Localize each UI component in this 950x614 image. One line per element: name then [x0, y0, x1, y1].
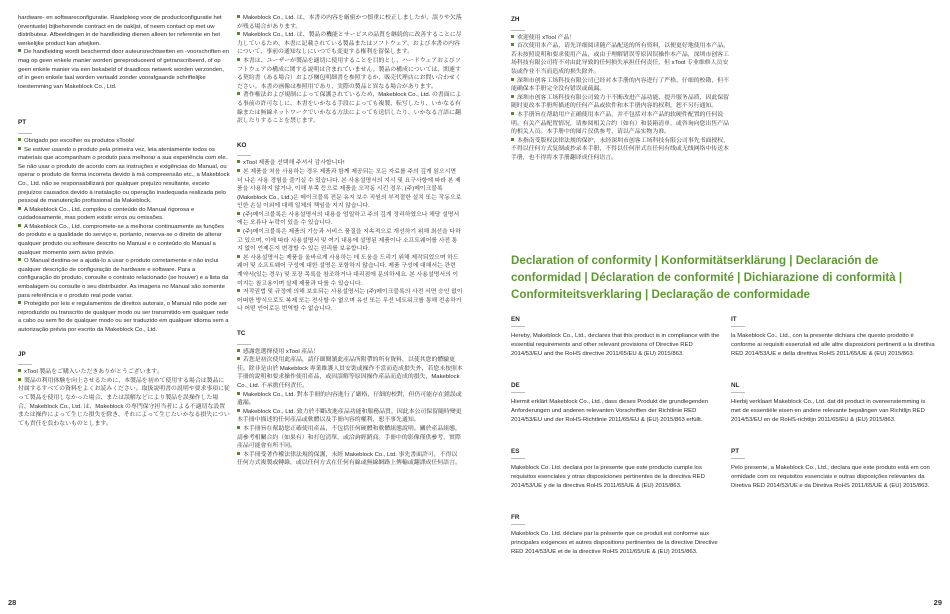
bullet-icon — [511, 138, 514, 141]
bullet-icon — [237, 212, 240, 215]
list-item: 深圳市创客工场科技有限公司已经对本手册的内容进行了严格、仔细的校勘，但不能确保本手册完全没有错误或疏漏。 — [511, 77, 730, 93]
decl-fr — [511, 514, 721, 562]
decl-de — [511, 382, 721, 430]
decl-text: Hereby, Makeblock Co., Ltd., declares that this product is in compliance with the essential requirements and other relevant provisions of Directive RED 2014/53/EU and the RoHS directive 2011/65/EU & (EU) 2015/863. — [511, 333, 720, 357]
list-item: Makeblock Co., Ltd. 致力於不斷改進產品功能和服務品質，因此本公司保留隨時變更本手冊中描述的任何產品或軟體以及手冊內容的權利，恕不事先通知。 — [237, 408, 462, 424]
list-item: 本手冊旨在幫助您正確使用產品，不包括任何硬體和軟體組態說明。關於產品組態，請參考相關合約（如果有）和打包清單，或洽詢經銷商。手冊中的影像僅供參考，實際產品可能會有所不同。 — [237, 425, 461, 450]
list-item: A Makeblock Co., Ltd. compromete-se a melhorar continuamente as funções do produto e a qualidade do serviço e, portanto, reserva-se o direito de alterar qualquer produto ou software descrito no Manual e o conteúdo do Manual a qualquer momento sem aviso prévio. — [18, 223, 225, 256]
list-item: 본 제품을 처음 사용하는 경우 제품과 함께 제공되는 모든 자료를 주의 깊게 읽으시면 더 나은 사용 경험을 즐기실 수 있습니다. 본 사용설명서의 지시 및 요구사항에 따라 본 제품을 사용하지 않거나, 이해 부족 등으로 제품을 오작동 시킨 경우, (주)메이크블록(Makeblock Co., Ltd.)은 메이크블록 전문 유지 보수 직원의 부적절한 설치 또는 작동으로 인한 손실 이외에 대해 일체의 책임을 지지 않습니다. — [237, 168, 462, 210]
list-item: Makeblock Co., Ltd. は、製品の機能とサービスの品質を継続的に改善することに尽力しているため、本書に記載されている製品またはソフトウェア、および本書の内容について、事前の通知なしにいつでも変更する権利を留保します。 — [237, 32, 462, 56]
bullet-icon — [237, 229, 240, 232]
bullet-icon — [18, 147, 21, 150]
bullet-icon — [511, 78, 514, 81]
divider — [731, 326, 745, 327]
bullet-icon — [237, 255, 240, 258]
bullet-icon — [18, 224, 21, 227]
nl-paragraph-1: hardware- en softwareconfiguratie. Raadpleeg voor de productconfiguratie het (eventuele) bijbehorende contract en de oakljst, of neem contact op met uw distributeur. Afbeeldingen in de handleiding dienen alleen ter referentie en het werkelijke product kan afwijken. — [18, 15, 222, 47]
bullet-icon — [237, 160, 240, 163]
lang-code: PT — [731, 448, 740, 455]
section-code-jp: JP — [18, 350, 26, 358]
divider — [511, 30, 525, 31]
bullet-icon — [18, 207, 21, 210]
bullet-icon — [18, 301, 21, 304]
list-item: xTool 제품을 선택해 주셔서 감사합니다! — [237, 159, 463, 168]
lang-code: IT — [731, 316, 737, 323]
bullet-icon — [237, 15, 240, 18]
bullet-icon — [237, 392, 240, 395]
decl-pt — [731, 448, 936, 496]
list-item: xTool 製品をご購入いただきありがとうございます。 — [18, 368, 230, 377]
divider — [511, 458, 525, 459]
list-item: 本手冊受著作權法律法規的保護，未經 Makeblock Co., Ltd. 事先書面許可，不得以任何方式複製或轉錄，或以任何方式在任何有線或無線網路上傳輸或翻譯成任何語言。 — [237, 451, 461, 467]
bullet-icon — [237, 357, 240, 360]
divider — [18, 133, 32, 134]
bullet-icon — [237, 169, 240, 172]
bullet-icon — [18, 378, 21, 381]
bullet-icon — [18, 369, 21, 372]
decl-text: Makeblock Co. Ltd. déclare par la présente que ce produit est conforme aux principales exigences et autres dispositions pertinentes de la directive Directive RED 2014/53/UE et de la directive RoHS 2011/65/UE & (EU) 2015/863. — [511, 531, 718, 555]
divider — [237, 155, 251, 156]
divider — [511, 326, 525, 327]
bullet-icon — [237, 32, 240, 35]
divider — [731, 458, 745, 459]
list-item: (주)메이크블록은 사용설명서의 내용을 엄밀하고 주의 깊게 정리하였으나 해당 설명서에는 오류나 누락이 있을 수 있습니다. — [237, 211, 460, 227]
decl-text: Pelo presente, a Makeblock Co., Ltd., declara que este produto está em con ormidade com os requisitos essenciais e outras disposições relevantes da Diretiva RED 2014/53/UE e da Diretiva RoHS 2011/65/UE & (EU) 2015/863. — [731, 465, 930, 489]
list-item: 著作権法および規制によって保護されているため、Makeblock Co., Ltd. の書面による事前の許可なしに、本書をいかなる手段によっても複製、転写したり、いかなる有線または無線ネットワークでいかなる方法によっても送信したり、いかなる言語に翻訳したりすることを禁じます。 — [237, 92, 462, 125]
list-item: 深圳市创客工场科技有限公司致力于不断改进产品功能、提升服务品质，因此保留随时更改本手册所描述的任何产品或软件和本手册内容的权利，恕不另行通知。 — [511, 94, 730, 110]
decl-text: Makeblock Co. Ltd. declara por la presente que este producto cumple los requisitos esenciales y otras disposiciones pertinentes de la directiva RED 2014/53/UE y de la directiva RoHS 2011/65/UE & (EU) 2015/863. — [511, 465, 705, 489]
decl-text: Hierbij verklaart Makeblock Co., Ltd. dat dit product in overeenstemming is met de essentiële eisen en andere relevante bepalingen van Richtlijn RED 2014/53/EU en de RoHS-richtlijn 2011/65/EU & (EU) 2015/863. — [731, 399, 926, 423]
bullet-icon — [237, 92, 240, 95]
decl-es — [511, 448, 721, 496]
page-number-right: 29 — [933, 598, 942, 607]
divider — [237, 344, 251, 345]
lang-code: ES — [511, 448, 520, 455]
lang-code: NL — [731, 382, 740, 389]
list-item: 本書は、ユーザーが製品を適切に使用することを目的とし、ハードウェアおよびソフトウェアの構成に関する説明は含まれていません。製品の構成については、関連する契約書（ある場合）および梱包明細書を参照するか、販売代理店にお問い合わせください。本書の画像は参照用であり、実際の製品と異なる場合があります。 — [237, 57, 461, 90]
section-code-tc: TC — [237, 330, 246, 337]
list-item: O Manual destina-se a ajudá-lo a usar o produto corretamente e não inclui qualquer descrição de configuração de hardware e software. Para a configuração do produto, consulte o contrato relacionado (se houver) e a lista da embalagem ou consulte o seu distribuidor. As imagens no Manual são somente para referência e o produto real pode variar. — [18, 258, 229, 299]
list-item: Obrigado por escolher os produtos xTools! — [18, 137, 230, 146]
list-item: Protegido por leis e regulamentos de direitos autorais, o Manual não pode ser reproduzido ou transcrito de qualquer modo ou ser transmitido em qualquer rede a cabo ou sem fio de qualquer modo ou ser traduzido em qualquer idioma sem a autorização prévia por escrito da Makeblock Co., Ltd. — [18, 301, 229, 333]
bullet-icon — [18, 49, 21, 52]
section-code-ko: KO — [237, 141, 247, 149]
lang-code: EN — [511, 316, 520, 323]
divider — [18, 364, 32, 365]
list-item: 本手册旨在帮助用户正确使用本产品，并不包括对本产品的软硬件配置的任何说明。有关产品配置情况，请参阅相关合约（如有）和装箱清单，或咨询向您出售产品的相关人员。本手册中的图片仅供参考，请以产品实物为准。 — [511, 111, 729, 136]
list-item: 首次使用本产品，请先详细阅读随产品配送的所有资料，以便更好地使用本产品。若未按照说明和要求使用产品，或由于理解错误等原因误操作本产品，深圳市创客工场科技有限公司将不对由此导致的任何损失承担任何责任，但 xTool 专业维修人员安装或作业不当而造成的损失除外。 — [511, 43, 730, 75]
bullet-icon — [237, 409, 240, 412]
nl-bullet: De handleiding wordt beschermd door auteursrechtwetten en -voorschriften en mag op geen enkele manier worden gereproduceerd of getranscribeerd, of op geen enkele manier via een bekabeld of draadloos netwerk worden verzonden, of in geen enkele taal worden vertaald zonder voorafgaande schriftelijke toestemming van Makeblock Co., Ltd. — [18, 49, 229, 90]
list-item: 若您是初次使用此產品，請仔細閱讀此產品所附帶的所有資料，以使其您的體驗更佳。除非是由於 Makeblock 專業維護人員安裝或操作不當而造成損失外，若您未按照本手冊的說明和要求操作使用產品，或因誤解等原因操作產品而造成的損失，Makeblock Co., Ltd. 不承擔任何責任。 — [237, 357, 463, 389]
list-item: Se estiver usando o produto pela primeira vez, leia atentamente todos os materiais que acompanham o produto para melhorar a sua experiência com ele. Se não usar o produto de acordo com as instruções e exigências do Manual, ou operar o produto de forma incorreta devido à má compreensão etc., a Makeblock Co., Ltd. não se responsabilizará por qualquer prejuízo resultante, exceto prejuízos causados devido à instalação ou operação inadequada realizada pelo pessoal de manutenção profissional da Makeblock. — [18, 146, 230, 205]
decl-text: la Makeblock Co., Ltd., con la presente dichiara che questo prodotto è conforme ai requisiti essenziali ed alle altre disposizioni pertinenti a la direttiva RED 2014/53/UE e della direttiva RoHS 2011/65/UE & (EU) 2015/863. — [731, 333, 935, 357]
list-item: 製品の利用体験を向上させるために、本製品を初めて使用する場合は製品に付属するすべての資料をよくお読みください。取扱説明書の説明や要求事項に従って製品を使用しなかった場合、または誤解などにより製品を誤操作した場合、Makeblock Co., Ltd. は、Makeblock の専門保守担当者による不適切な設置または操作によって生じた損失を除き、それによって生じたいかなる損失についても責任を負わないものとします。 — [18, 377, 230, 427]
lang-code: DE — [511, 382, 520, 389]
bullet-icon — [237, 349, 240, 352]
list-item: Makeblock Co., Ltd. は、本書の内容を厳密かつ慎重に校正しましたが、誤りや欠落が残る場合があります。 — [237, 15, 462, 30]
bullet-icon — [18, 258, 21, 261]
bullet-icon — [237, 452, 240, 455]
page-number-left: 28 — [8, 598, 17, 607]
list-item: 欢迎使用 xTool 产品！ — [511, 34, 733, 43]
list-item: 本指南受版权法律法规的保护，未经深圳市创客工场科技有限公司事先书面授权，不得以任何方式复制或抄录本手册，不得以任何形式在任何有线或无线网络中传送本手册，也不得将本手册翻译成任何语言。 — [511, 137, 730, 161]
bullet-icon — [237, 426, 240, 429]
list-item: A Makeblock Co., Ltd. compilou o conteúdo do Manual rigorosa e cuidadosamente, mas podem existir erros ou omissões. — [18, 206, 195, 222]
section-code-zh: ZH — [511, 16, 520, 23]
decl-text: Hiermit erklärt Makeblock Co., Ltd., dass dieses Produkt die grundlegenden Anforderungen und anderen relevanten Vorschriften der Richtlinie RED 2014/53/EU und der RoHS-Richtlinie 2011/65/EU & (EU) 2015/863 erfüllt. — [511, 399, 709, 423]
list-item: 본 사용설명서는 제품을 올바르게 사용하는 데 도움을 드리기 위해 제작되었으며 하드웨어 및 소프트웨어 구성에 대한 설명은 포함하지 않습니다. 제품 구성에 대해서는 관련 계약서(있는 경우) 및 포장 목록을 참조하거나 대리점에 문의하세요. 본 사용설명서의 이미지는 참고용이며 실제 제품과 다를 수 있습니다. — [237, 254, 459, 287]
section-code-pt: PT — [18, 119, 27, 127]
column-zh — [511, 14, 733, 163]
lang-code: FR — [511, 514, 520, 521]
column-nl-pt-jp — [18, 14, 230, 428]
list-item: 感謝您選擇使用 xTool 產品！ — [237, 348, 463, 357]
bullet-icon — [511, 95, 514, 98]
column-jp-ko-tc — [237, 14, 463, 468]
divider — [511, 524, 525, 525]
decl-en — [511, 316, 721, 364]
divider — [511, 392, 525, 393]
divider — [731, 392, 745, 393]
declaration-title: Declaration of conformity | Konformitätserklärung | Declaración de conformidad | Déclaration de conformité | Dichiarazione di conformità | Conformiteitsverklaring | Declaração de conformidade — [511, 254, 903, 301]
list-item: 저작권법 및 규정에 의해 보호되는 사용설명서는 (주)메이크블록의 사전 서면 승인 없이 어떠한 방식으로도 복제 또는 전사할 수 없으며 유선 또는 무선 네트워크를 통해 전송하거나 어떤 언어로든 번역할 수 없습니다. — [237, 289, 463, 313]
bullet-icon — [511, 112, 514, 115]
bullet-icon — [237, 58, 240, 61]
bullet-icon — [18, 138, 21, 141]
bullet-icon — [511, 35, 514, 38]
list-item: Makeblock Co., Ltd. 對本手冊的內容進行了嚴格、仔細的校對，但仍可能存在錯誤或遺漏。 — [237, 391, 462, 407]
decl-it — [731, 316, 936, 364]
list-item: (주)메이크블록은 제품의 기능과 서비스 품질을 지속적으로 개선하기 위해 최선을 다하고 있으며, 이에 따라 사용설명서 및 여기 내용에 설명된 제품이나 소프트웨어를 사전 통지 없이 언제든지 변경할 수 있는 권리를 보유합니다. — [237, 229, 461, 253]
decl-nl — [731, 382, 936, 430]
bullet-icon — [511, 43, 514, 46]
bullet-icon — [237, 289, 240, 292]
